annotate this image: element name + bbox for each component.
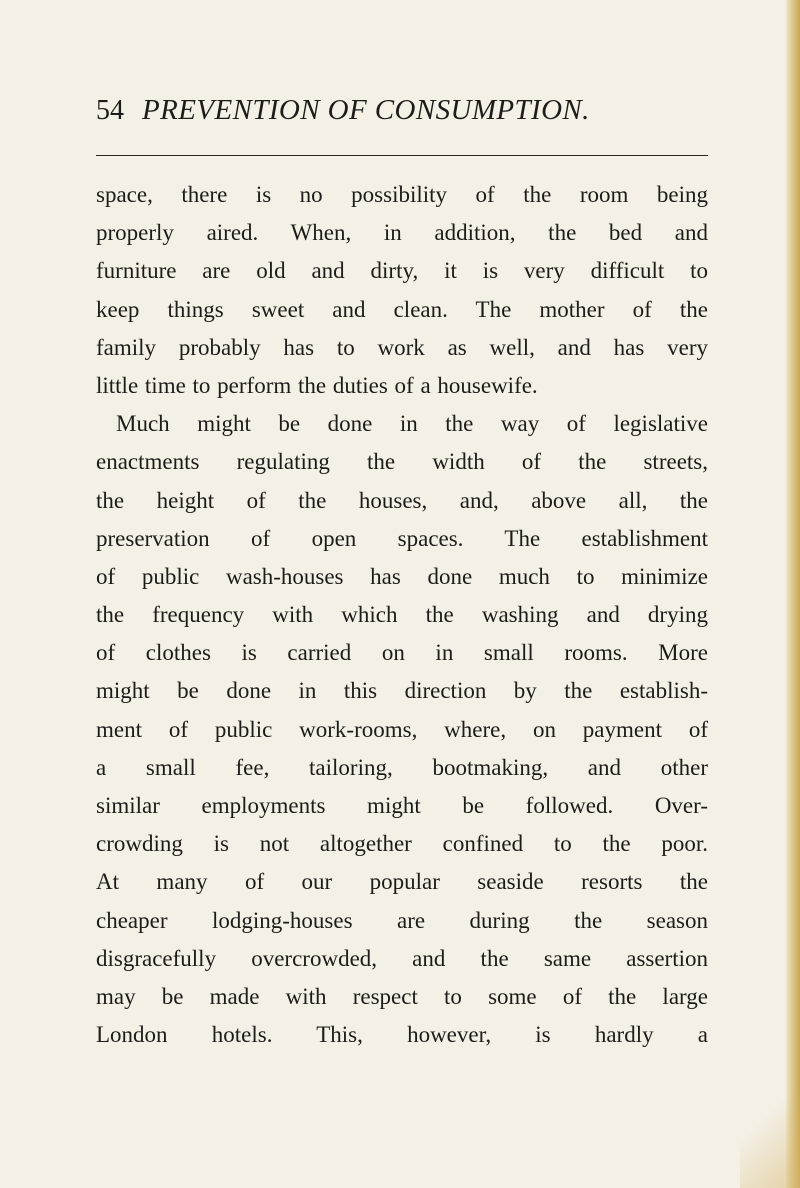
- running-header: [96, 94, 708, 127]
- running-title: PREVENTION OF CONSUMPTION.: [142, 94, 590, 126]
- text-line: disgracefully overcrowded, and the same assertion: [96, 945, 708, 971]
- text-line: of public wash-houses has done much to minimize: [96, 563, 708, 589]
- text-line: might be done in this direction by the establish-: [96, 678, 708, 704]
- page-number: 54: [96, 95, 124, 126]
- text-line: properly aired. When, in addition, the bed and: [96, 220, 708, 246]
- text-line: Much might be done in the way of legislative: [116, 411, 708, 437]
- text-line: family probably has to work as well, and has very: [96, 334, 708, 360]
- text-line: crowding is not altogether confined to the poor.: [96, 831, 708, 857]
- text-line: little time to perform the duties of a housewife.: [96, 372, 538, 398]
- text-line: cheaper lodging-houses are during the season: [96, 907, 708, 933]
- text-line: London hotels. This, however, is hardly a: [96, 1022, 708, 1048]
- text-line: space, there is no possibility of the room being: [96, 182, 708, 207]
- text-line: keep things sweet and clean. The mother of the: [96, 296, 708, 322]
- text-line: similar employments might be followed. Over-: [96, 793, 708, 818]
- text-line: furniture are old and dirty, it is very difficult to: [96, 258, 708, 284]
- text-line: of clothes is carried on in small rooms. More: [96, 640, 708, 666]
- text-line: enactments regulating the width of the streets,: [96, 449, 708, 475]
- text-line: ment of public work-rooms, where, on payment of: [96, 716, 708, 742]
- page-corner-shading: [740, 1068, 800, 1188]
- text-line: a small fee, tailoring, bootmaking, and other: [96, 754, 708, 780]
- text-line: preservation of open spaces. The establishment: [96, 525, 708, 551]
- text-line: may be made with respect to some of the large: [96, 983, 708, 1009]
- text-line: At many of our popular seaside resorts the: [96, 869, 708, 895]
- body-text: [96, 176, 708, 1054]
- header-rule: [96, 155, 708, 156]
- text-line: the height of the houses, and, above all, the: [96, 487, 708, 513]
- page-edge: [786, 0, 800, 1188]
- text-line: the frequency with which the washing and drying: [96, 602, 708, 628]
